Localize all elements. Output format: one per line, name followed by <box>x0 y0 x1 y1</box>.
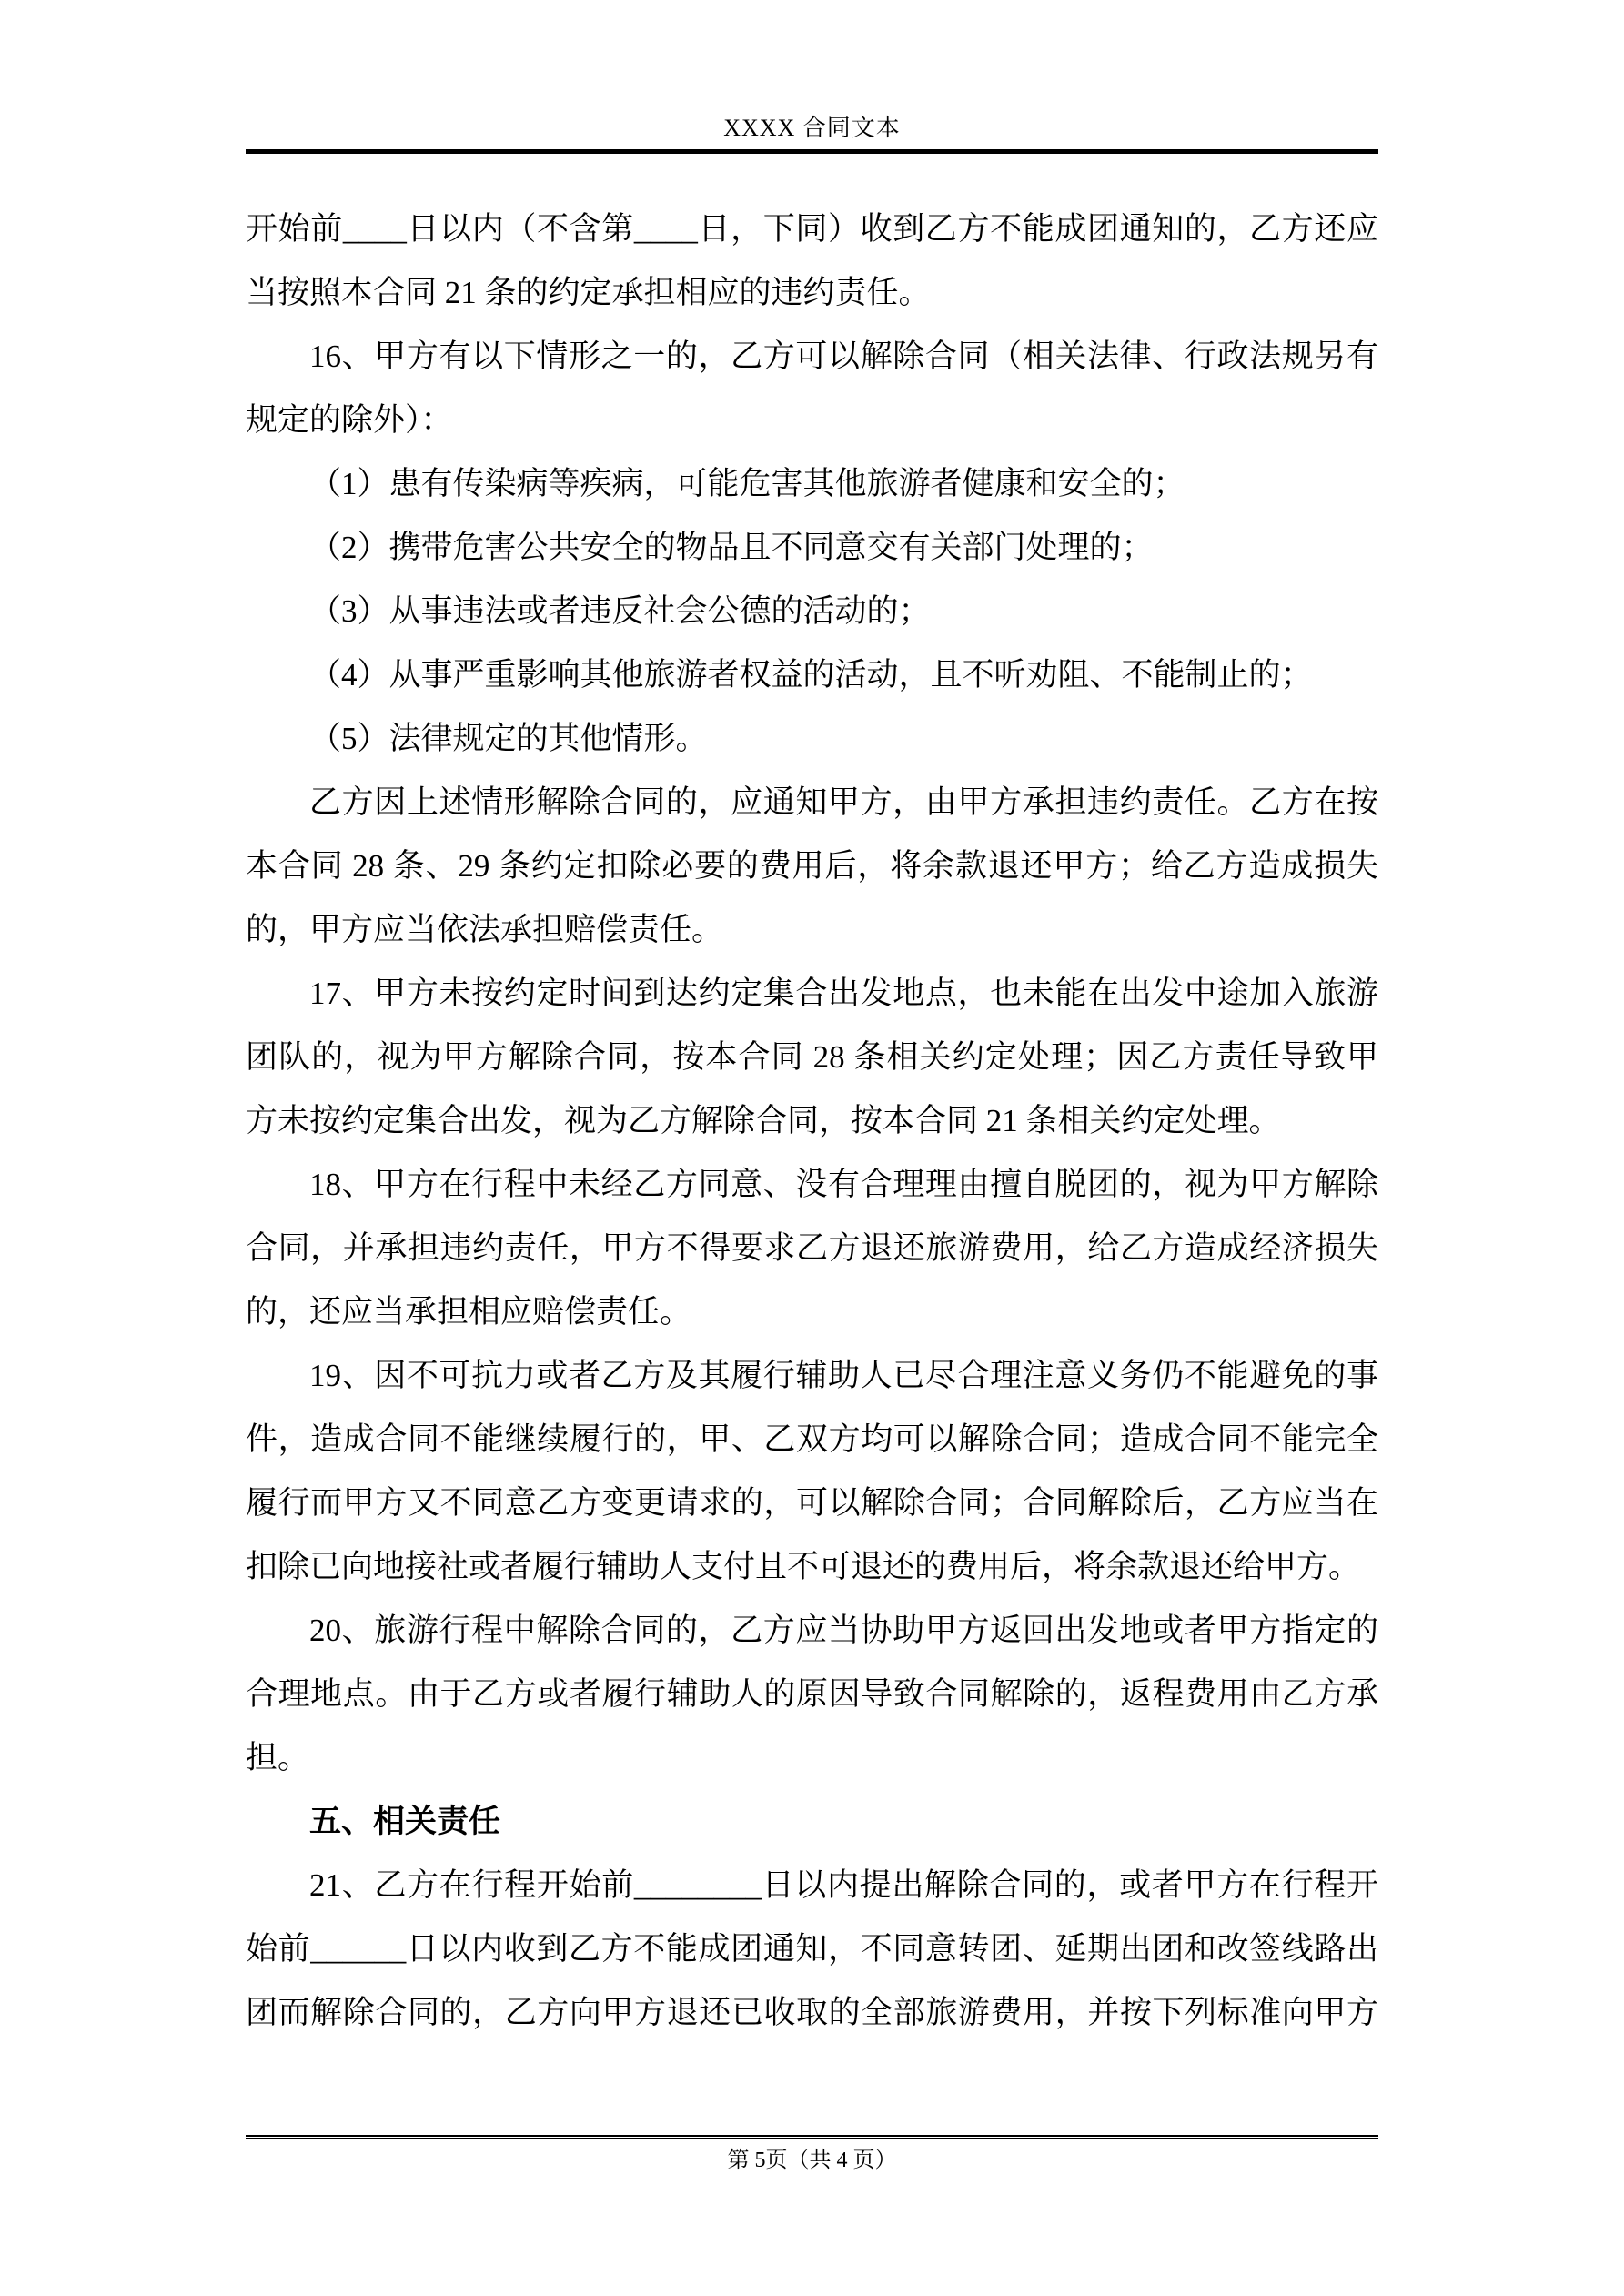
document-line: 当按照本合同 21 条的约定承担相应的违约责任。 <box>246 275 931 310</box>
document-line: 乙方因上述情形解除合同的，应通知甲方，由甲方承担违约责任。乙方在按 <box>309 784 1378 820</box>
document-line: 履行而甲方又不同意乙方变更请求的，可以解除合同；合同解除后，乙方应当在 <box>246 1485 1378 1521</box>
document-body <box>246 197 1378 2045</box>
document-line: 团队的，视为甲方解除合同，按本合同 28 条相关约定处理；因乙方责任导致甲 <box>246 1039 1378 1075</box>
document-line: 团而解除合同的，乙方向甲方退还已收取的全部旅游费用，并按下列标准向甲方 <box>246 1995 1378 2030</box>
header-divider <box>246 149 1378 154</box>
page-footer <box>246 2135 1378 2174</box>
document-line: 件，造成合同不能继续履行的，甲、乙双方均可以解除合同；造成合同不能完全 <box>246 1421 1378 1457</box>
document-line: 五、相关责任 <box>309 1804 501 1839</box>
document-line: 19、因不可抗力或者乙方及其履行辅助人已尽合理注意义务仍不能避免的事 <box>309 1358 1378 1393</box>
document-line: （3）从事违法或者违反社会公德的活动的； <box>309 593 931 629</box>
document-title: XXXX 合同文本 <box>723 115 901 141</box>
document-line: 担。 <box>246 1740 310 1775</box>
document-line: 规定的除外）： <box>246 402 453 438</box>
document-line: 本合同 28 条、29 条约定扣除必要的费用后，将余款退还甲方；给乙方造成损失 <box>246 848 1378 884</box>
document-line: 16、甲方有以下情形之一的，乙方可以解除合同（相关法律、行政法规另有 <box>309 339 1378 374</box>
document-line: 开始前____日以内（不含第____日，下同）收到乙方不能成团通知的，乙方还应 <box>246 211 1378 247</box>
document-line: 17、甲方未按约定时间到达约定集合出发地点，也未能在出发中途加入旅游 <box>309 976 1378 1011</box>
page-header <box>246 0 1378 154</box>
document-line: （4）从事严重影响其他旅游者权益的活动，且不听劝阻、不能制止的； <box>309 657 1313 693</box>
document-line: （5）法律规定的其他情形。 <box>309 721 708 756</box>
document-line: 合同，并承担违约责任，甲方不得要求乙方退还旅游费用，给乙方造成经济损失 <box>246 1230 1378 1266</box>
document-line: 20、旅游行程中解除合同的，乙方应当协助甲方返回出发地或者甲方指定的 <box>309 1613 1378 1648</box>
document-line: 18、甲方在行程中未经乙方同意、没有合理理由擅自脱团的，视为甲方解除 <box>309 1167 1378 1202</box>
document-line: 始前______日以内收到乙方不能成团通知，不同意转团、延期出团和改签线路出 <box>246 1931 1378 1967</box>
document-line: 的，还应当承担相应赔偿责任。 <box>246 1294 692 1330</box>
document-line: （1）患有传染病等疾病，可能危害其他旅游者健康和安全的； <box>309 466 1185 501</box>
document-line: 的，甲方应当依法承担赔偿责任。 <box>246 912 724 947</box>
page-number: 第 5页（共 4 页） <box>727 2149 897 2172</box>
document-line: 方未按约定集合出发，视为乙方解除合同，按本合同 21 条相关约定处理。 <box>246 1103 1281 1138</box>
footer-divider <box>246 2135 1378 2139</box>
document-line: 21、乙方在行程开始前________日以内提出解除合同的，或者甲方在行程开 <box>309 1867 1378 1903</box>
document-line: 扣除已向地接社或者履行辅助人支付且不可退还的费用后，将余款退还给甲方。 <box>246 1549 1361 1584</box>
document-line: （2）携带危害公共安全的物品且不同意交有关部门处理的； <box>309 530 1154 565</box>
document-line: 合理地点。由于乙方或者履行辅助人的原因导致合同解除的，返程费用由乙方承 <box>246 1676 1378 1712</box>
